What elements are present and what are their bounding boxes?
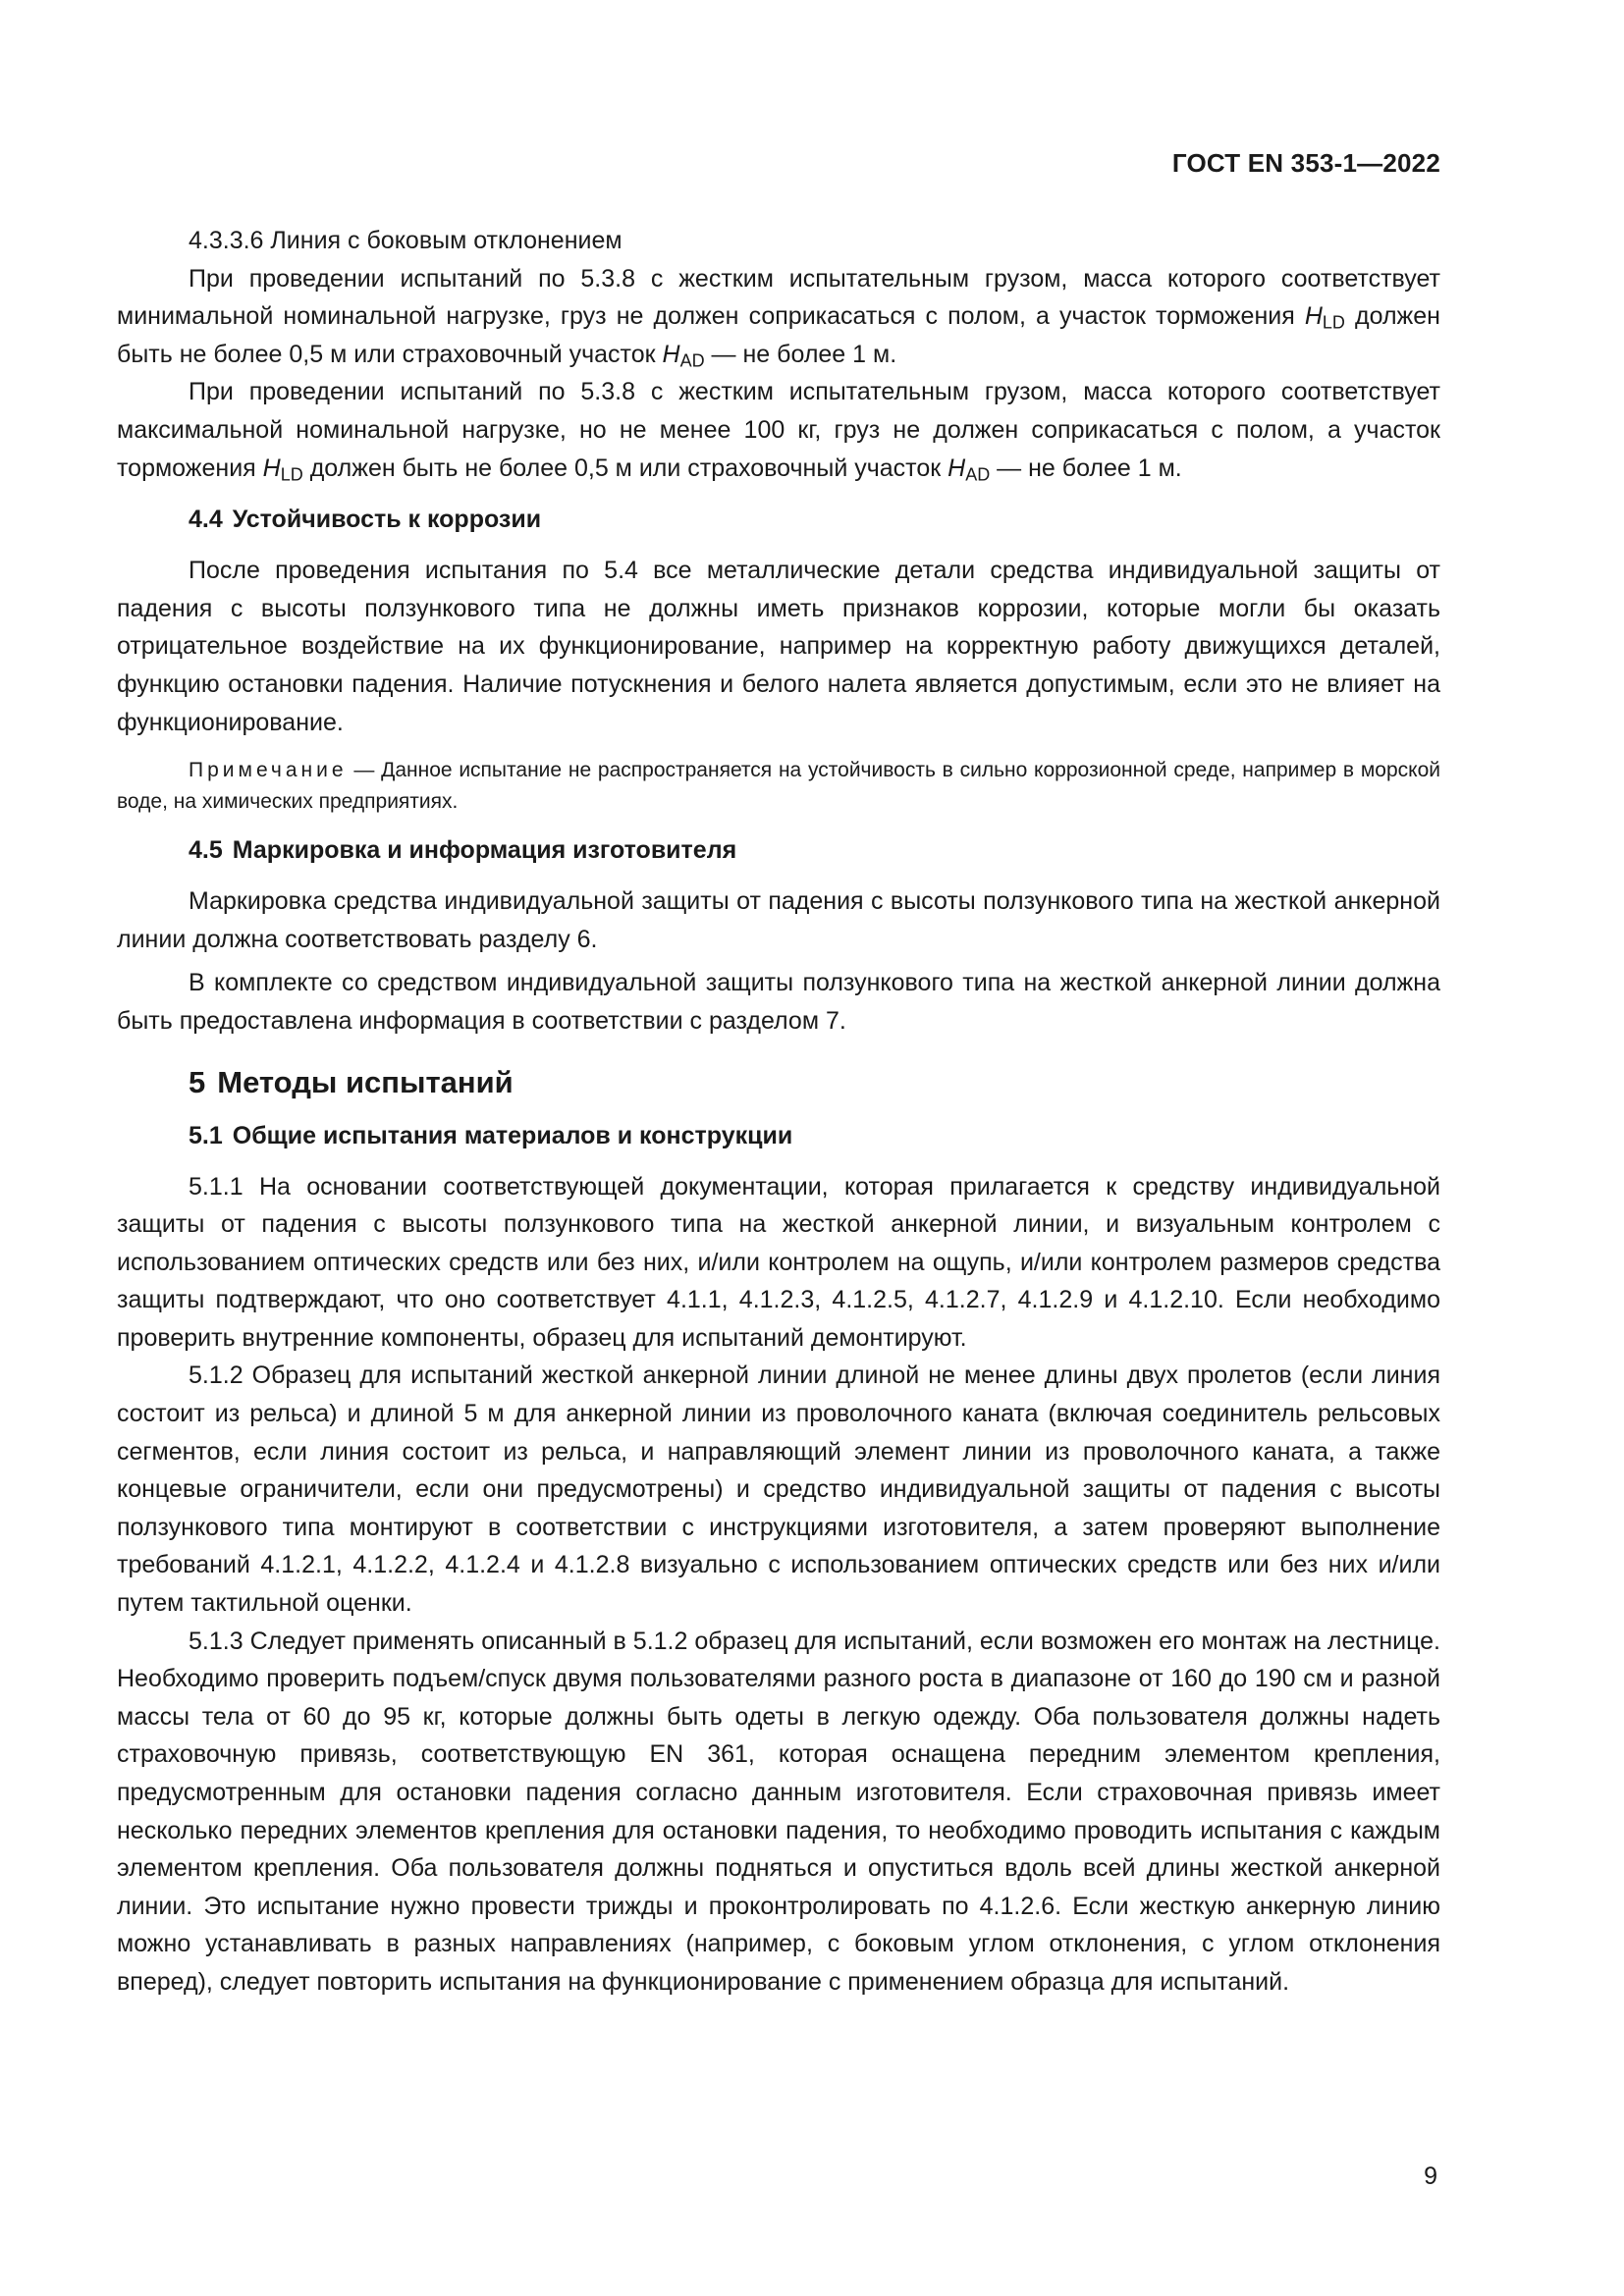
section-5-1-heading: 5.1 Общие испытания материалов и конструкции (189, 1121, 793, 1149)
clause-5-1-2: 5.1.2 Образец для испытаний жесткой анкерной линии длиной не менее длины двух пролетов (если линия состоит из рельса) и длиной 5 м для анкерной линии из проволочного каната (включая соединитель рельсовых сегментов, если линия состоит из рельса, и направляющий элемент линии из проволочного каната, а также концевые ограничители, если они предусмотрены) и средство индивидуальной защиты от падения с высоты ползункового типа монтируют в соответствии с инструкциями изготовителя, а затем проверяют выполнение требований 4.1.2.1, 4.1.2.2, 4.1.2.4 и 4.1.2.8 визуально с использованием оптических средств или без них и/или путем тактильной оценки. (117, 1362, 1440, 1618)
section-4-4-heading: 4.4 Устойчивость к коррозии (189, 506, 542, 534)
clause-4-3-3-6-title: 4.3.3.6 Линия с боковым отклонением (189, 227, 623, 254)
section-4-4-note (117, 755, 1440, 818)
clause-5-1-1: 5.1.1 На основании соответствующей документации, которая прилагается к средству индивидуальной защиты от падения с высоты ползункового типа на жесткой анкерной линии, и визуальным контролем с использованием оптических средств или без них, и/или контролем на ощупь, и/или контролем размеров средства защиты подтверждают, что оно соответствует 4.1.1, 4.1.2.3, 4.1.2.5, 4.1.2.7, 4.1.2.9 и 4.1.2.10. Если необходимо проверить внутренние компоненты, образец для испытаний демонтируют. (117, 1172, 1440, 1352)
clause-4-3-3-6-para-1: При проведении испытаний по 5.3.8 с жестким испытательным грузом, масса которого соответствует минимальной номинальной нагрузке, груз не должен соприкасаться с полом, а участок торможения $H_{LD}$ должен быть не более 0,5 м или страховочный участок $H_{AD}$ — не более 1 м. (117, 264, 1440, 371)
page-body (117, 222, 1440, 2002)
document-code: ГОСТ EN 353-1—2022 (1171, 148, 1440, 178)
section-4-5-para-1: Маркировка средства индивидуальной защиты от падения с высоты ползункового типа на жесткой анкерной линии должна соответствовать разделу 6. (117, 887, 1440, 953)
section-4-4-para-1: После проведения испытания по 5.4 все металлические детали средства индивидуальной защиты от падения с высоты ползункового типа не должны иметь признаков коррозии, которые могли бы оказать отрицательное воздействие на их функционирование, например на корректную работу движущихся деталей, функцию остановки падения. Наличие потускнения и белого налета является допустимым, если это не влияет на функционирование. (117, 557, 1440, 736)
page-number: 9 (1424, 2163, 1437, 2190)
note-text: — Данное испытание не распространяется на устойчивость в сильно коррозионной среде, например в морской воде, на химических предприятиях. (117, 759, 1440, 814)
section-5-heading: 5 Методы испытаний (189, 1064, 514, 1099)
note-label: Примечание (189, 759, 348, 782)
clause-5-1-3: 5.1.3 Следует применять описанный в 5.1.2 образец для испытаний, если возможен его монтаж на лестнице. Необходимо проверить подъем/спуск двумя пользователями разного роста в диапазоне от 160 до 190 см и разной массы тела от 60 до 95 кг, которые должны быть одеты в легкую одежду. Оба пользователя должны надеть страховочную привязь, соответствующую EN 361, которая оснащена передним элементом крепления, предусмотренным для остановки падения согласно данным изготовителя. Если страховочная привязь имеет несколько передних элементов крепления для остановки падения, то необходимо проводить испытания с каждым элементом крепления. Оба пользователя должны подняться и опуститься вдоль всей длины жесткой анкерной линии. Это испытание нужно провести трижды и проконтролировать по 4.1.2.6. Если жесткую анкерную линию можно устанавливать в разных направлениях (например, с боковым углом отклонения, с углом отклонения вперед), следует повторить испытания на функционирование с применением образца для испытаний. (117, 1627, 1440, 1996)
section-4-5-para-2: В комплекте со средством индивидуальной защиты ползункового типа на жесткой анкерной линии должна быть предоставлена информация в соответствии с разделом 7. (117, 969, 1440, 1035)
section-4-5-heading: 4.5 Маркировка и информация изготовителя (189, 836, 737, 865)
clause-4-3-3-6-para-2: При проведении испытаний по 5.3.8 с жестким испытательным грузом, масса которого соответствует максимальной номинальной нагрузке, но не менее 100 кг, груз не должен соприкасаться с полом, а участок торможения $H_{LD}$ должен быть не более 0,5 м или страховочный участок $H_{AD}$ — не более 1 м. (117, 378, 1440, 485)
